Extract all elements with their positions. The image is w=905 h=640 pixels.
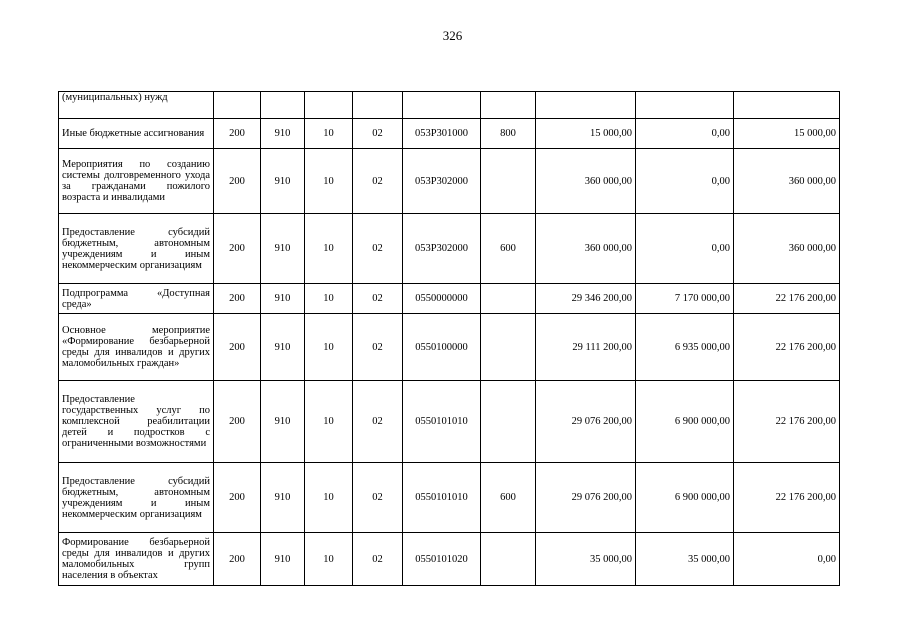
- total-amount-cell: [536, 92, 636, 119]
- col-subsection-cell: 02: [353, 119, 403, 149]
- row-name-cell: (муниципальных) нужд: [59, 92, 214, 119]
- col-section-cell: 10: [305, 381, 353, 463]
- col-section-cell: 10: [305, 533, 353, 586]
- row-name-cell: Иные бюджетные ассигнования: [59, 119, 214, 149]
- col-subsection-cell: 02: [353, 149, 403, 214]
- col-dept-cell: 910: [261, 463, 305, 533]
- total-amount-cell: 360 000,00: [536, 149, 636, 214]
- row-name-cell: Предоставление субсидий бюджетным, автономным учреждениям и иным некоммерческим организациям: [59, 214, 214, 284]
- table-row: [59, 381, 840, 463]
- table-row: [59, 533, 840, 586]
- table-row: [59, 149, 840, 214]
- table-row: [59, 284, 840, 314]
- target-code-cell: 0550100000: [403, 314, 481, 381]
- row-name-cell: Формирование безбарьерной среды для инвалидов и других маломобильных групп населения в объектах: [59, 533, 214, 586]
- regional-amount-cell: 22 176 200,00: [734, 314, 840, 381]
- col-subsection-cell: 02: [353, 284, 403, 314]
- total-amount-cell: 29 076 200,00: [536, 463, 636, 533]
- col-section-cell: [305, 92, 353, 119]
- target-code-cell: 0550101010: [403, 381, 481, 463]
- row-name-cell: Основное мероприятие «Формирование безбарьерной среды для инвалидов и других маломобильных граждан»: [59, 314, 214, 381]
- col-dept-cell: 910: [261, 314, 305, 381]
- col-subsection-cell: [353, 92, 403, 119]
- expense-type-cell: [481, 533, 536, 586]
- regional-amount-cell: 22 176 200,00: [734, 381, 840, 463]
- col-admin-cell: 200: [214, 214, 261, 284]
- expense-type-cell: [481, 92, 536, 119]
- col-dept-cell: 910: [261, 149, 305, 214]
- regional-amount-cell: [734, 92, 840, 119]
- row-name-cell: Предоставление субсидий бюджетным, автономным учреждениям и иным некоммерческим организациям: [59, 463, 214, 533]
- target-code-cell: 053P301000: [403, 119, 481, 149]
- target-code-cell: 053P302000: [403, 214, 481, 284]
- row-name-cell: Подпрограмма «Доступная среда»: [59, 284, 214, 314]
- total-amount-cell: 360 000,00: [536, 214, 636, 284]
- table-row: [59, 214, 840, 284]
- expense-type-cell: [481, 284, 536, 314]
- col-admin-cell: 200: [214, 149, 261, 214]
- federal-amount-cell: 0,00: [636, 119, 734, 149]
- regional-amount-cell: 22 176 200,00: [734, 463, 840, 533]
- col-dept-cell: 910: [261, 214, 305, 284]
- federal-amount-cell: 6 935 000,00: [636, 314, 734, 381]
- col-admin-cell: 200: [214, 314, 261, 381]
- col-section-cell: 10: [305, 463, 353, 533]
- expense-type-cell: 600: [481, 463, 536, 533]
- target-code-cell: [403, 92, 481, 119]
- col-dept-cell: [261, 92, 305, 119]
- target-code-cell: 053P302000: [403, 149, 481, 214]
- row-name-cell: Мероприятия по созданию системы долговременного ухода за гражданами пожилого возраста и инвалидами: [59, 149, 214, 214]
- total-amount-cell: 29 111 200,00: [536, 314, 636, 381]
- col-admin-cell: 200: [214, 381, 261, 463]
- budget-table: [58, 91, 840, 586]
- total-amount-cell: 29 076 200,00: [536, 381, 636, 463]
- total-amount-cell: 35 000,00: [536, 533, 636, 586]
- col-dept-cell: 910: [261, 284, 305, 314]
- total-amount-cell: 15 000,00: [536, 119, 636, 149]
- target-code-cell: 0550101010: [403, 463, 481, 533]
- federal-amount-cell: [636, 92, 734, 119]
- col-subsection-cell: 02: [353, 214, 403, 284]
- regional-amount-cell: 360 000,00: [734, 214, 840, 284]
- row-name-cell: Предоставление государственных услуг по комплексной реабилитации детей и подростков с ограниченными возможностями: [59, 381, 214, 463]
- col-section-cell: 10: [305, 119, 353, 149]
- expense-type-cell: [481, 314, 536, 381]
- table-row: [59, 119, 840, 149]
- table-row: [59, 463, 840, 533]
- federal-amount-cell: 0,00: [636, 214, 734, 284]
- col-section-cell: 10: [305, 149, 353, 214]
- expense-type-cell: 600: [481, 214, 536, 284]
- regional-amount-cell: 0,00: [734, 533, 840, 586]
- target-code-cell: 0550101020: [403, 533, 481, 586]
- target-code-cell: 0550000000: [403, 284, 481, 314]
- col-subsection-cell: 02: [353, 463, 403, 533]
- col-subsection-cell: 02: [353, 314, 403, 381]
- col-dept-cell: 910: [261, 533, 305, 586]
- col-subsection-cell: 02: [353, 381, 403, 463]
- col-admin-cell: 200: [214, 533, 261, 586]
- col-section-cell: 10: [305, 314, 353, 381]
- regional-amount-cell: 22 176 200,00: [734, 284, 840, 314]
- col-dept-cell: 910: [261, 381, 305, 463]
- table-row: [59, 314, 840, 381]
- table-body: [59, 92, 840, 586]
- federal-amount-cell: 6 900 000,00: [636, 381, 734, 463]
- federal-amount-cell: 35 000,00: [636, 533, 734, 586]
- table-row: [59, 92, 840, 119]
- col-admin-cell: 200: [214, 463, 261, 533]
- col-admin-cell: 200: [214, 119, 261, 149]
- page-number: 326: [442, 28, 463, 43]
- col-admin-cell: 200: [214, 284, 261, 314]
- expense-type-cell: [481, 149, 536, 214]
- federal-amount-cell: 6 900 000,00: [636, 463, 734, 533]
- expense-type-cell: [481, 381, 536, 463]
- federal-amount-cell: 7 170 000,00: [636, 284, 734, 314]
- expense-type-cell: 800: [481, 119, 536, 149]
- col-dept-cell: 910: [261, 119, 305, 149]
- col-subsection-cell: 02: [353, 533, 403, 586]
- col-admin-cell: [214, 92, 261, 119]
- regional-amount-cell: 360 000,00: [734, 149, 840, 214]
- col-section-cell: 10: [305, 284, 353, 314]
- total-amount-cell: 29 346 200,00: [536, 284, 636, 314]
- federal-amount-cell: 0,00: [636, 149, 734, 214]
- col-section-cell: 10: [305, 214, 353, 284]
- regional-amount-cell: 15 000,00: [734, 119, 840, 149]
